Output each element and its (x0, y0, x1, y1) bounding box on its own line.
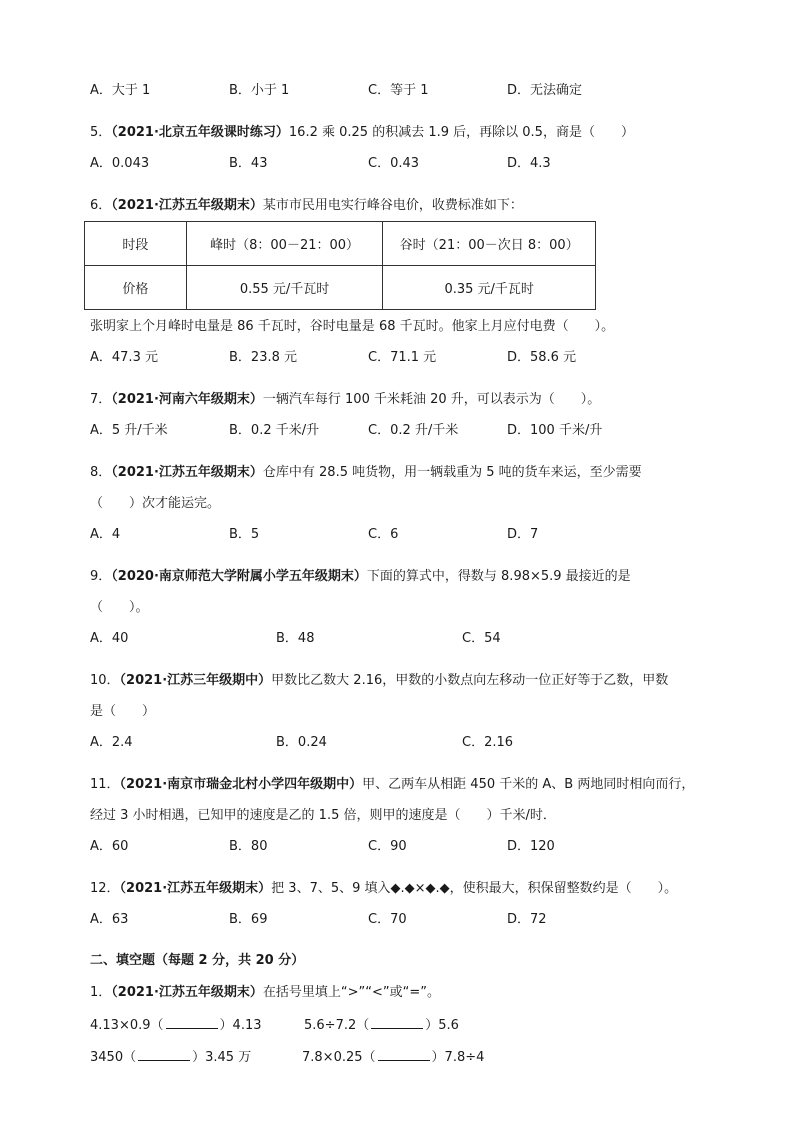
option-b[interactable]: B．43 (229, 156, 268, 171)
option-c[interactable]: C．70 (368, 912, 407, 927)
option-d[interactable]: D．120 (507, 839, 555, 854)
question-source: （2020·南京师范大学附属小学五年级期末） (111, 569, 367, 584)
question-9 (90, 568, 631, 586)
q7-options (90, 422, 710, 440)
question-source: （2021·北京五年级课时练习） (111, 125, 289, 140)
option-b[interactable]: B．小于 1 (229, 83, 290, 98)
question-number: 7． (90, 392, 112, 407)
question-8 (90, 464, 642, 482)
fill-question-1 (90, 984, 440, 1002)
answer-blank[interactable] (371, 1015, 423, 1029)
comparison-item: 4.13×0.9（ ）4.13 (90, 1015, 262, 1035)
question-number: 12． (90, 881, 120, 896)
table-row (85, 222, 596, 266)
expression-right: 4.13 (232, 1018, 262, 1033)
option-c[interactable]: C．等于 1 (368, 83, 429, 98)
question-source: （2021·江苏五年级期末） (111, 985, 263, 1000)
table-header-cell: 峰时（8：00－21：00） (186, 222, 383, 266)
question-text: 在括号里填上“>”“<”或“=”。 (262, 985, 440, 1000)
question-10 (90, 672, 668, 690)
option-c[interactable]: C．2.16 (462, 735, 514, 750)
question-number: 8． (90, 465, 112, 480)
question-number: 10． (90, 673, 120, 688)
table-cell: 0.55 元/千瓦时 (186, 266, 383, 310)
option-c[interactable]: C．90 (368, 839, 407, 854)
question-text: 一辆汽车每行 100 千米耗油 20 升，可以表示为（ ）。 (262, 392, 601, 407)
option-d[interactable]: D．58.6 元 (507, 350, 577, 365)
q5-options (90, 155, 710, 173)
q9-options (90, 630, 710, 648)
option-a[interactable]: A．2.4 (90, 735, 133, 750)
table-row (85, 266, 596, 310)
option-a[interactable]: A．4 (90, 527, 121, 542)
option-d[interactable]: D．无法确定 (507, 83, 583, 98)
comparison-row (90, 1047, 710, 1065)
question-number: 11． (90, 777, 120, 792)
question-text: 下面的算式中，得数与 8.98×5.9 最接近的是 (366, 569, 631, 584)
q11-options (90, 838, 710, 856)
question-number: 6． (90, 198, 112, 213)
option-c[interactable]: C．6 (368, 527, 399, 542)
option-a[interactable]: A．40 (90, 631, 129, 646)
option-b[interactable]: B．48 (276, 631, 315, 646)
expression-left: 4.13×0.9 (90, 1018, 151, 1033)
answer-blank[interactable] (138, 1047, 190, 1061)
table-header-cell: 时段 (85, 222, 187, 266)
price-table (84, 221, 596, 310)
table-header-cell: 谷时（21：00－次日 8：00） (383, 222, 596, 266)
expression-left: 3450 (90, 1050, 124, 1065)
option-b[interactable]: B．80 (229, 839, 268, 854)
expression-left: 5.6÷7.2 (304, 1018, 357, 1033)
option-a[interactable]: A．47.3 元 (90, 350, 158, 365)
answer-blank[interactable] (378, 1047, 430, 1061)
q8-options (90, 526, 710, 544)
comparison-item: 3450（ ）3.45 万 (90, 1047, 251, 1067)
option-b[interactable]: B．69 (229, 912, 268, 927)
question-source: （2021·江苏五年级期末） (111, 465, 263, 480)
comparison-item: 5.6÷7.2（ ）5.6 (304, 1015, 459, 1035)
question-text: 仓库中有 28.5 吨货物，用一辆载重为 5 吨的货车来运，至少需要 (262, 465, 642, 480)
option-a[interactable]: A．0.043 (90, 156, 150, 171)
option-a[interactable]: A．5 升/千米 (90, 423, 168, 438)
question-6 (90, 197, 523, 215)
question-text: 甲、乙两车从相距 450 千米的 A、B 两地同时相向而行， (362, 777, 695, 792)
option-d[interactable]: D．4.3 (507, 156, 551, 171)
table-cell: 0.35 元/千瓦时 (383, 266, 596, 310)
question-source: （2021·南京市瑞金北村小学四年级期中） (119, 777, 363, 792)
q8-continuation: （ ）次才能运完。 (90, 496, 221, 511)
comparison-item: 7.8×0.25（ ）7.8÷4 (302, 1047, 484, 1067)
question-text: 把 3、7、5、9 填入◆.◆×◆.◆，使积最大，积保留整数约是（ ）。 (271, 881, 678, 896)
option-b[interactable]: B．23.8 元 (229, 350, 297, 365)
question-5 (90, 124, 634, 142)
option-d[interactable]: D．72 (507, 912, 547, 927)
option-d[interactable]: D．100 千米/升 (507, 423, 603, 438)
q9-continuation: （ ）。 (90, 600, 149, 615)
question-text: 甲数比乙数大 2.16，甲数的小数点向左移动一位正好等于乙数，甲数 (271, 673, 669, 688)
option-c[interactable]: C．71.1 元 (368, 350, 437, 365)
section-heading: 二、填空题（每题 2 分，共 20 分） (90, 953, 305, 968)
expression-right: 3.45 万 (205, 1050, 252, 1065)
option-b[interactable]: B．5 (229, 527, 260, 542)
question-number: 9． (90, 569, 112, 584)
question-source: （2021·江苏五年级期末） (119, 881, 272, 896)
table-cell: 价格 (85, 266, 187, 310)
option-c[interactable]: C．0.2 升/千米 (368, 423, 459, 438)
question-11 (90, 776, 694, 794)
option-c[interactable]: C．54 (462, 631, 501, 646)
q4-options (90, 82, 710, 100)
question-source: （2021·江苏三年级期中） (119, 673, 272, 688)
question-number: 1． (90, 985, 112, 1000)
q6-followup: 张明家上个月峰时电量是 86 千瓦时，谷时电量是 68 千瓦时。他家上月应付电费（ ）。 (90, 319, 615, 334)
q6-options (90, 349, 710, 367)
question-source: （2021·河南六年级期末） (111, 392, 263, 407)
question-text: 16.2 乘 0.25 的积减去 1.9 后，再除以 0.5，商是（ ） (288, 125, 634, 140)
option-c[interactable]: C．0.43 (368, 156, 420, 171)
question-source: （2021·江苏五年级期末） (111, 198, 263, 213)
option-a[interactable]: A．63 (90, 912, 129, 927)
expression-right: 5.6 (438, 1018, 459, 1033)
question-12 (90, 880, 677, 898)
option-a[interactable]: A．大于 1 (90, 83, 151, 98)
question-number: 5． (90, 125, 112, 140)
q12-options (90, 911, 710, 929)
expression-left: 7.8×0.25 (302, 1050, 363, 1065)
q10-options (90, 734, 710, 752)
question-text: 某市市民用电实行峰谷电价，收费标准如下： (262, 198, 523, 213)
question-7 (90, 391, 600, 409)
q11-continuation: 经过 3 小时相遇，已知甲的速度是乙的 1.5 倍，则甲的速度是（ ）千米/时． (90, 808, 556, 823)
option-a[interactable]: A．60 (90, 839, 129, 854)
option-b[interactable]: B．0.2 千米/升 (229, 423, 320, 438)
expression-right: 7.8÷4 (444, 1050, 485, 1065)
option-b[interactable]: B．0.24 (276, 735, 327, 750)
comparison-row (90, 1015, 710, 1033)
option-d[interactable]: D．7 (507, 527, 539, 542)
q10-continuation: 是（ ） (90, 704, 156, 719)
answer-blank[interactable] (166, 1015, 218, 1029)
